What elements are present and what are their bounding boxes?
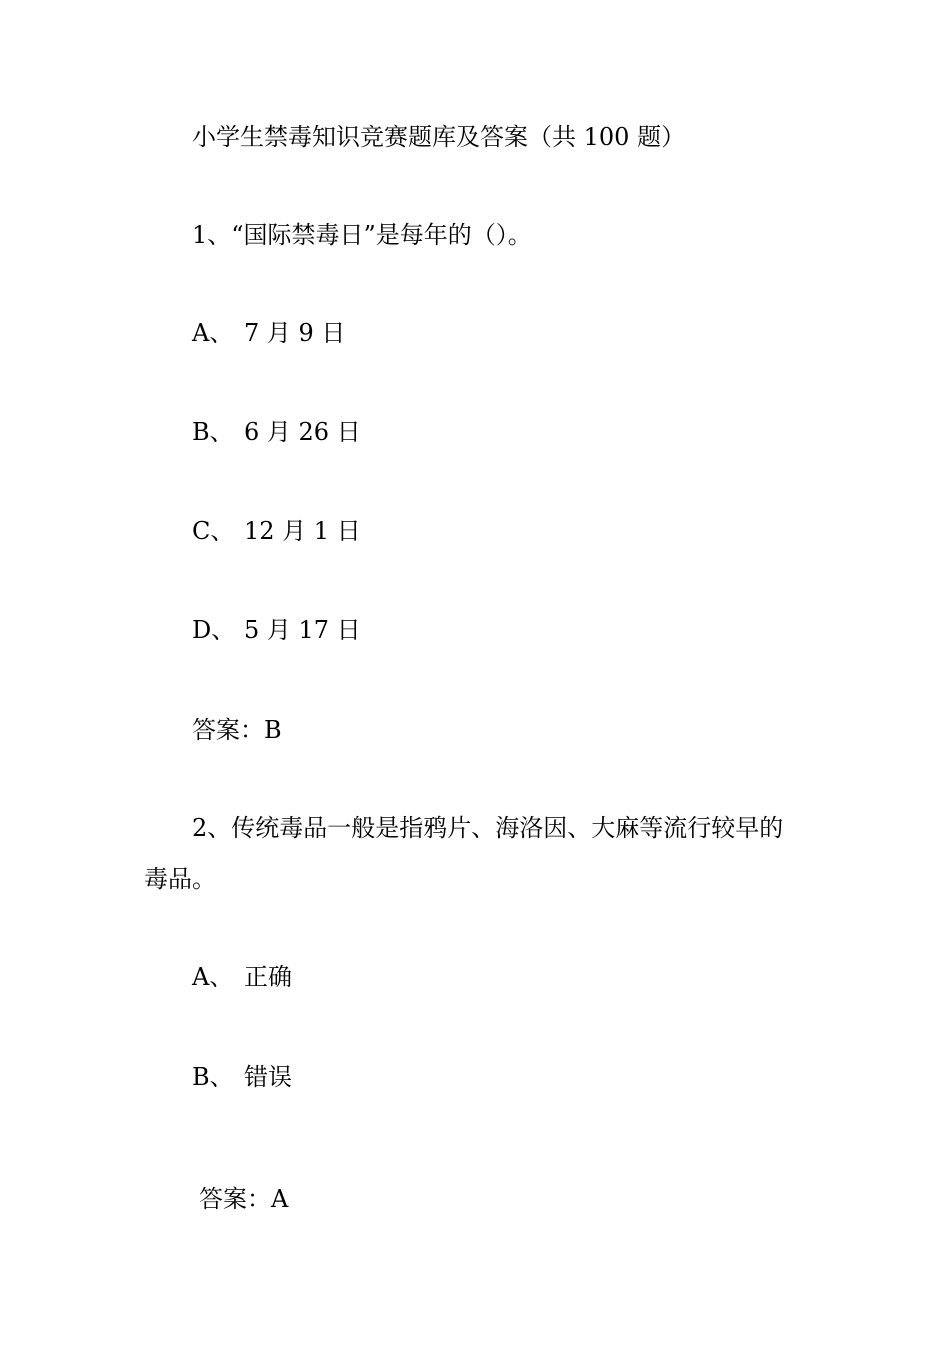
option-label: C、 xyxy=(192,517,235,545)
option-text: 错误 xyxy=(244,1063,292,1091)
option-text: 6 月 26 日 xyxy=(244,418,361,446)
option-label: B、 xyxy=(192,418,234,446)
option-text: 5 月 17 日 xyxy=(244,616,361,644)
question-2-text-line-1: 2、传统毒品一般是指鸦片、海洛因、大麻等流行较早的 xyxy=(192,814,784,842)
option-text: 7 月 9 日 xyxy=(244,319,346,347)
document-title: 小学生禁毒知识竞赛题库及答案（共 100 题） xyxy=(192,123,686,151)
option-label: A、 xyxy=(192,319,234,347)
option-label: B、 xyxy=(192,1063,234,1091)
question-2-option-a xyxy=(192,962,292,992)
question-1-option-c xyxy=(192,516,361,546)
question-1-option-a xyxy=(192,318,345,348)
option-label: A、 xyxy=(192,963,234,991)
option-text: 12 月 1 日 xyxy=(244,517,361,545)
question-1-answer: 答案：B xyxy=(192,716,282,744)
question-2-option-b xyxy=(192,1062,292,1092)
question-2-answer: 答案：A xyxy=(199,1185,289,1213)
option-text: 正确 xyxy=(244,963,292,991)
question-2-text-line-2: 毒品。 xyxy=(144,865,216,893)
question-1-text: 1、“国际禁毒日”是每年的（）。 xyxy=(192,221,532,249)
option-label: D、 xyxy=(192,616,236,644)
question-1-option-d xyxy=(192,615,361,645)
question-1-option-b xyxy=(192,417,361,447)
